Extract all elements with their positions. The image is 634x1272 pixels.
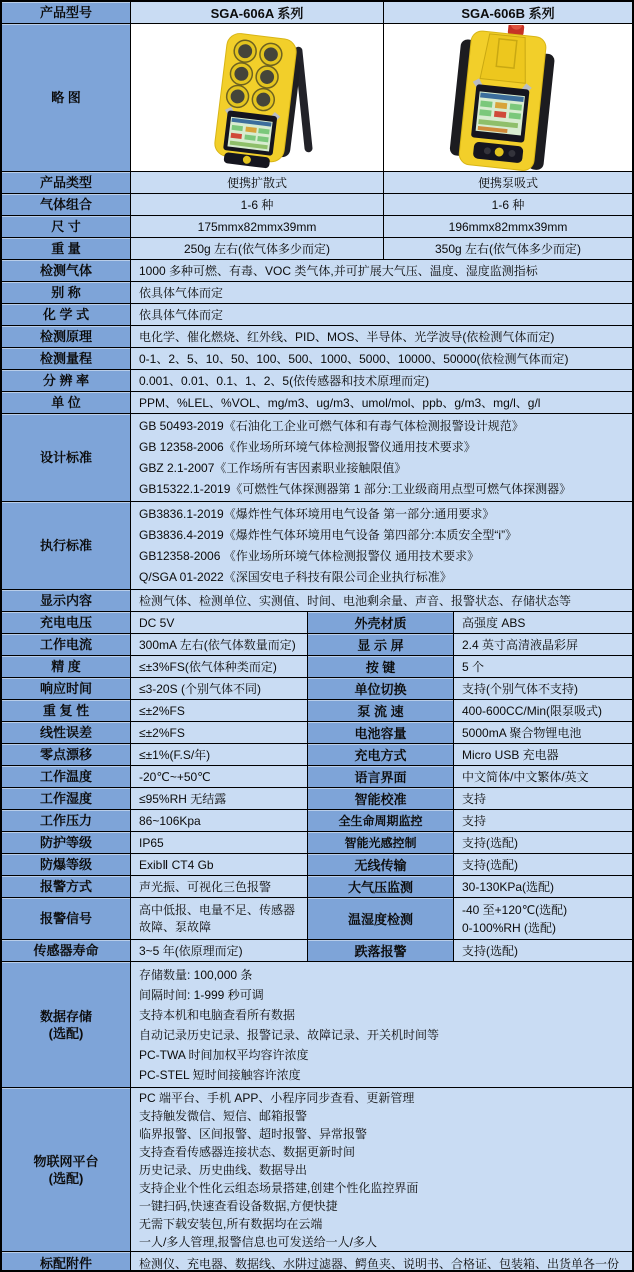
quad-value2-cell: [454, 700, 632, 721]
row-value: 检测气体、检测单位、实测值、时间、电池剩余量、声音、报警状态、存储状态等: [139, 594, 572, 608]
quad-label2: 智能校准: [354, 792, 407, 807]
header-label: 产品型号: [39, 5, 92, 20]
quad-value2-cell: [454, 788, 632, 809]
quad-label2-cell: [308, 832, 454, 853]
quad-label2-cell: [308, 656, 454, 677]
row-label-cell: [2, 304, 131, 325]
quad-value1: ExibⅡ CT4 Gb: [139, 857, 214, 872]
quad-value1-cell: [131, 810, 308, 831]
row-value-cell: [131, 304, 632, 325]
quad-label1: 零点漂移: [39, 747, 92, 762]
quad-value1-cell: [131, 634, 308, 655]
table-row-quad: [2, 788, 632, 810]
quad-label1-cell: [2, 788, 131, 809]
device-a-diffusion-image: [131, 25, 383, 171]
quad-label1-cell: [2, 612, 131, 633]
quad-label2-cell: [308, 876, 454, 897]
row-value-cell: [131, 590, 632, 611]
value-a: 便携扩散式: [226, 176, 287, 190]
row-label: 检测量程: [39, 351, 92, 366]
value-a: 175mmx82mmx39mm: [197, 219, 317, 234]
feature-line: 一人/多人管理,报警信息也可发送给一人/多人: [139, 1234, 378, 1249]
quad-label1: 工作电流: [39, 637, 92, 652]
feature-line: 间隔时间: 1-999 秒可调: [139, 987, 264, 1002]
standard-line: GB3836.4-2019《爆炸性气体环境用电气设备 第四部分:本质安全型“i”》: [139, 527, 518, 542]
row-value-cell: [131, 962, 632, 1087]
row-label: 数据存储: [39, 1008, 92, 1024]
row-value: 依具体气体而定: [139, 308, 224, 322]
quad-value2-cell: [454, 744, 632, 765]
table-row-iot-platform: [2, 1088, 632, 1252]
table-row-quad: [2, 854, 632, 876]
feature-line: 支持本机和电脑查看所有数据: [139, 1007, 296, 1022]
row-value: 1000 多种可燃、有毒、VOC 类气体,并可扩展大气压、温度、湿度监测指标: [139, 264, 538, 278]
quad-value2: 支持(选配): [462, 944, 518, 958]
row-label-cell: [2, 216, 131, 237]
value-a-cell: [131, 216, 384, 237]
quad-label1-cell: [2, 766, 131, 787]
quad-value1-cell: [131, 940, 308, 961]
quad-label2: 按 键: [365, 660, 396, 675]
row-value-cell: [131, 392, 632, 413]
row-label: 别 称: [51, 285, 81, 300]
table-row-quad: [2, 810, 632, 832]
quad-value2: 支持: [462, 814, 487, 828]
table-row-quad: [2, 612, 632, 634]
row-label-suffix: (选配): [48, 1170, 84, 1186]
value-a: 1-6 种: [240, 198, 274, 212]
row-label: 物联网平台: [33, 1153, 99, 1169]
table-row-alarm-signal: [2, 898, 632, 940]
quad-label2: 温湿度检测: [347, 912, 413, 927]
row-label-suffix: (选配): [48, 1025, 84, 1041]
quad-label2-cell: [308, 766, 454, 787]
row-label: 执行标准: [39, 538, 92, 553]
standard-line: Q/SGA 01-2022《深国安电子科技有限公司企业执行标准》: [139, 569, 452, 584]
quad-value1: 86~106Kpa: [139, 813, 201, 828]
value-b: 196mmx82mmx39mm: [448, 219, 568, 234]
table-row-exec-standards: [2, 502, 632, 590]
device-b-pump-image: [384, 25, 632, 171]
quad-label1: 工作温度: [39, 769, 92, 784]
row-label: 检测气体: [39, 263, 92, 278]
quad-value2-cell: [454, 854, 632, 875]
quad-value1-cell: [131, 854, 308, 875]
quad-value2: 支持(个别气体不支持): [462, 682, 578, 696]
quad-label1-cell: [2, 854, 131, 875]
standard-line: GBZ 2.1-2007《工作场所有害因素职业接触限值》: [139, 460, 407, 475]
row-value-cell: [131, 370, 632, 391]
quad-value1: ≤±3%FS(依气体种类而定): [139, 660, 277, 674]
row-value: 检测仪、充电器、数据线、水阱过滤器、鳄鱼夹、说明书、合格证、包装箱、出货单各一份: [139, 1256, 620, 1271]
table-row-quad: [2, 678, 632, 700]
row-label-cell: [2, 282, 131, 303]
table-row-dimensions: [2, 216, 632, 238]
quad-label2: 单位切换: [354, 682, 407, 697]
quad-value1: ≤3-20S (个别气体不同): [139, 682, 261, 696]
value-b-cell: [384, 172, 632, 193]
value-a: 250g 左右(依气体多少而定): [183, 242, 331, 256]
table-row-data-storage: [2, 962, 632, 1088]
quad-value2-cell: [454, 766, 632, 787]
quad-label1: 线性误差: [39, 725, 92, 740]
quad-label1-cell: [2, 722, 131, 743]
quad-value2-cell: [454, 634, 632, 655]
quad-label2-cell: [308, 788, 454, 809]
quad-label2: 智能光感控制: [344, 836, 417, 850]
feature-line: PC 端平台、手机 APP、小程序同步查看、更新管理: [139, 1090, 415, 1105]
quad-label1-cell: [2, 940, 131, 961]
quad-label1-cell: [2, 656, 131, 677]
row-label-cell: [2, 370, 131, 391]
quad-value1: 300mA 左右(依气体数量而定): [139, 638, 296, 652]
quad-label2-cell: [308, 810, 454, 831]
row-value-cell: [131, 502, 632, 589]
row-label: 检测原理: [39, 329, 92, 344]
quad-value1-cell: [131, 788, 308, 809]
quad-value1: ≤±2%FS: [139, 725, 185, 740]
table-row-quad: [2, 876, 632, 898]
row-value: PPM、%LEL、%VOL、mg/m3、ug/m3、umol/mol、ppb、g/m3、mg/l、g/l: [139, 396, 541, 410]
quad-value2: 支持(选配): [462, 836, 518, 850]
quad-value2-cell: [454, 898, 632, 939]
row-label-cell: [2, 326, 131, 347]
quad-label1: 重 复 性: [42, 703, 90, 718]
quad-label2: 外壳材质: [354, 616, 407, 631]
standard-line: GB3836.1-2019《爆炸性气体环境用电气设备 第一部分:通用要求》: [139, 506, 495, 521]
value-b-cell: [384, 194, 632, 215]
quad-label1-cell: [2, 700, 131, 721]
quad-value1: DC 5V: [139, 615, 175, 630]
quad-value1-cell: [131, 744, 308, 765]
row-label-cell: [2, 392, 131, 413]
sketch-label: 略 图: [51, 90, 81, 105]
quad-value2: 高强度 ABS: [462, 616, 526, 630]
quad-value2: 5000mA 聚合物锂电池: [462, 726, 582, 740]
value-a-cell: [131, 238, 384, 259]
device-a-image-cell: [131, 24, 384, 171]
quad-value2: Micro USB 充电器: [462, 748, 559, 762]
quad-label1: 工作湿度: [39, 791, 92, 806]
quad-label2: 全生命周期监控: [338, 814, 423, 828]
quad-value1: -20℃~+50℃: [139, 769, 211, 784]
quad-label2-cell: [308, 854, 454, 875]
quad-label2-cell: [308, 612, 454, 633]
standard-line: GB 12358-2006《作业场所环境气体检测报警仪通用技术要求》: [139, 439, 476, 454]
row-value: 0-1、2、5、10、50、100、500、1000、5000、10000、50000(依检测气体而定): [139, 352, 569, 366]
feature-line: 存储数量: 100,000 条: [139, 967, 253, 982]
row-label-cell: [2, 172, 131, 193]
quad-value1-cell: [131, 876, 308, 897]
quad-value2: 2.4 英寸高清液晶彩屏: [462, 638, 579, 652]
row-value-cell: [131, 414, 632, 501]
quad-label1: 工作压力: [39, 813, 92, 828]
quad-label1: 传感器寿命: [33, 943, 99, 958]
quad-label2-cell: [308, 722, 454, 743]
quad-label1: 防护等级: [39, 835, 92, 850]
quad-value1-cell: [131, 656, 308, 677]
row-label: 单 位: [51, 395, 81, 410]
quad-label1-cell: [2, 876, 131, 897]
row-value-cell: [131, 1252, 632, 1272]
table-row-product-type: [2, 172, 632, 194]
quad-value1: 高中低报、电量不足、传感器故障、泵故障: [139, 902, 296, 934]
header-label-cell: [2, 2, 131, 23]
feature-line: PC-TWA 时间加权平均容许浓度: [139, 1047, 309, 1062]
table-row-quad: [2, 700, 632, 722]
quad-value2-cell: [454, 678, 632, 699]
value-b: 350g 左右(依气体多少而定): [434, 242, 582, 256]
row-label-cell: [2, 194, 131, 215]
quad-label1-cell: [2, 810, 131, 831]
row-label: 尺 寸: [51, 219, 81, 234]
sketch-label-cell: [2, 24, 131, 171]
row-label: 设计标准: [39, 450, 92, 465]
quad-value2-cell: [454, 810, 632, 831]
quad-value1-cell: [131, 678, 308, 699]
feature-line: 历史记录、历史曲线、数据导出: [139, 1162, 308, 1177]
table-row-quad: [2, 766, 632, 788]
quad-value1: IP65: [139, 835, 164, 850]
row-label-cell: [2, 962, 131, 1087]
device-b-image-cell: [384, 24, 632, 171]
standard-line: GB12358-2006 《作业场所环境气体检测报警仪 通用技术要求》: [139, 548, 480, 563]
value-b: 便携泵吸式: [477, 176, 538, 190]
quad-value2: 支持(选配): [462, 858, 518, 872]
quad-label1: 报警方式: [39, 879, 92, 894]
table-row-range: [2, 348, 632, 370]
quad-label1-cell: [2, 832, 131, 853]
row-label-cell: [2, 1252, 131, 1272]
table-row-display-content: [2, 590, 632, 612]
quad-label2-cell: [308, 898, 454, 939]
quad-value2-cell: [454, 876, 632, 897]
value-b-cell: [384, 216, 632, 237]
quad-value2: 中文简体/中文繁体/英文: [462, 770, 589, 784]
feature-line: 支持查看传感器连接状态、数据更新时间: [139, 1144, 356, 1159]
quad-label2-cell: [308, 678, 454, 699]
table-row-units: [2, 392, 632, 414]
row-label: 气体组合: [39, 197, 92, 212]
table-row-quad: [2, 634, 632, 656]
feature-line: 支持企业个性化云组态场景搭建,创建个性化监控界面: [139, 1180, 419, 1195]
table-row-alias: [2, 282, 632, 304]
quad-value2: 支持: [462, 792, 487, 806]
value-a-cell: [131, 194, 384, 215]
feature-line: 一键扫码,快速查看设备数据,方便快捷: [139, 1198, 338, 1213]
quad-value2-cell: [454, 940, 632, 961]
table-row-quad: [2, 832, 632, 854]
quad-value2: 30-130KPa(选配): [462, 880, 555, 894]
model-a-cell: [131, 2, 384, 23]
quad-label1-cell: [2, 634, 131, 655]
table-row-quad: [2, 722, 632, 744]
quad-label1-cell: [2, 678, 131, 699]
quad-label2: 显 示 屏: [357, 638, 404, 653]
standard-line: GB 50493-2019《石油化工企业可燃气体和有毒气体检测报警设计规范》: [139, 418, 524, 433]
quad-label1: 充电电压: [39, 615, 92, 630]
quad-label1: 报警信号: [39, 911, 92, 926]
row-label-cell: [2, 590, 131, 611]
feature-line: 自动记录历史记录、报警记录、故障记录、开关机时间等: [139, 1027, 440, 1042]
quad-value1: ≤±2%FS: [139, 703, 185, 718]
header-row: [2, 2, 632, 24]
row-label-cell: [2, 414, 131, 501]
row-value-cell: [131, 348, 632, 369]
table-row-design-standards: [2, 414, 632, 502]
value-b: 1-6 种: [491, 198, 525, 212]
quad-value1: 3~5 年(依原理而定): [139, 944, 243, 958]
standard-line: GB15322.1-2019《可燃性气体探测器第 1 部分:工业级商用点型可燃气体探测器》: [139, 481, 572, 496]
quad-label2: 大气压监测: [347, 880, 413, 895]
feature-line: 无需下载安装包,所有数据均在云端: [139, 1216, 323, 1231]
quad-value1-cell: [131, 722, 308, 743]
row-label-cell: [2, 502, 131, 589]
model-a-title: SGA-606A 系列: [210, 6, 304, 21]
feature-line: 支持触发微信、短信、邮箱报警: [139, 1108, 308, 1123]
quad-value1-cell: [131, 766, 308, 787]
quad-value2: 5 个: [462, 660, 485, 674]
table-row-chemical-formula: [2, 304, 632, 326]
sketch-row: [2, 24, 632, 172]
row-value: 依具体气体而定: [139, 286, 224, 300]
table-row-gas-combo: [2, 194, 632, 216]
table-row-accessories: [2, 1252, 632, 1272]
quad-value2-line: -40 至+120℃(选配): [462, 902, 568, 917]
quad-value1-cell: [131, 700, 308, 721]
feature-line: 临界报警、区间报警、超时报警、异常报警: [139, 1126, 368, 1141]
table-row-detect-gas: [2, 260, 632, 282]
row-label-cell: [2, 238, 131, 259]
quad-label1: 精 度: [51, 659, 81, 674]
value-a-cell: [131, 172, 384, 193]
quad-value2-cell: [454, 656, 632, 677]
row-label-cell: [2, 260, 131, 281]
row-label-cell: [2, 348, 131, 369]
table-row-resolution: [2, 370, 632, 392]
quad-value1: 声光振、可视化三色报警: [139, 880, 272, 894]
quad-label2: 泵 流 速: [357, 704, 404, 719]
quad-label2-cell: [308, 940, 454, 961]
quad-value1-cell: [131, 898, 308, 939]
table-row-principle: [2, 326, 632, 348]
row-value: 0.001、0.01、0.1、1、2、5(依传感器和技术原理而定): [139, 374, 430, 388]
quad-label2-cell: [308, 700, 454, 721]
row-label: 化 学 式: [42, 307, 90, 322]
quad-value1: ≤±1%(F.S/年): [139, 748, 211, 762]
quad-label1-cell: [2, 744, 131, 765]
quad-label1: 防爆等级: [39, 857, 92, 872]
quad-label2-cell: [308, 744, 454, 765]
quad-value1-cell: [131, 612, 308, 633]
quad-value2: 400-600CC/Min(限泵吸式): [462, 704, 603, 718]
row-label: 产品类型: [39, 175, 92, 190]
quad-label2: 无线传输: [354, 858, 407, 873]
row-value-cell: [131, 326, 632, 347]
quad-label2-cell: [308, 634, 454, 655]
quad-label2: 跌落报警: [354, 944, 407, 959]
model-b-title: SGA-606B 系列: [461, 6, 555, 21]
row-label: 显示内容: [39, 593, 92, 608]
quad-value2-line: 0-100%RH (选配): [462, 920, 557, 935]
row-label-cell: [2, 1088, 131, 1251]
row-value-cell: [131, 282, 632, 303]
model-b-cell: [384, 2, 632, 23]
row-label: 重 量: [51, 241, 81, 256]
quad-label1-cell: [2, 898, 131, 939]
table-row-sensor-life: [2, 940, 632, 962]
table-row-quad: [2, 744, 632, 766]
table-row-weight: [2, 238, 632, 260]
table-row-quad: [2, 656, 632, 678]
quad-label2: 语言界面: [354, 770, 407, 785]
quad-value1-cell: [131, 832, 308, 853]
row-value-cell: [131, 1088, 632, 1251]
quad-value2-cell: [454, 612, 632, 633]
row-value: 电化学、催化燃烧、红外线、PID、MOS、半导体、光学波导(依检测气体而定): [139, 330, 555, 344]
quad-value2-cell: [454, 722, 632, 743]
quad-value1: ≤95%RH 无结露: [139, 792, 227, 806]
value-b-cell: [384, 238, 632, 259]
row-label: 标配附件: [39, 1255, 92, 1271]
row-label: 分 辨 率: [42, 373, 90, 388]
feature-line: PC-STEL 短时间接触容许浓度: [139, 1067, 301, 1082]
row-value-cell: [131, 260, 632, 281]
quad-label1: 响应时间: [39, 681, 92, 696]
quad-value2-cell: [454, 832, 632, 853]
quad-label2: 充电方式: [354, 748, 407, 763]
quad-label2: 电池容量: [354, 726, 407, 741]
